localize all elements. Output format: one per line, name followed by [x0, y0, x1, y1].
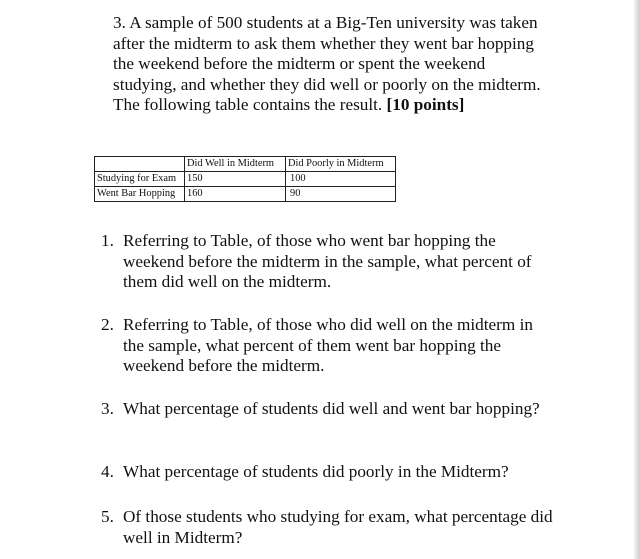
table-header-did-well: Did Well in Midterm — [185, 157, 286, 172]
table-header-did-poorly: Did Poorly in Midterm — [286, 157, 396, 172]
question-item — [101, 399, 561, 420]
intro-text: 3. A sample of 500 students at a Big-Ten university was taken after the midterm to ask them whether they went bar hopping the weekend before the midterm or spent the weekend studying, and whether they did well or poorly on the midterm. The following table contains the result. — [113, 13, 541, 114]
question-item — [101, 507, 561, 548]
question-item — [101, 315, 561, 377]
points-label: [10 points] — [386, 95, 465, 114]
question-text: Of those students who studying for exam, what percentage did well in Midterm? — [123, 507, 553, 547]
question-number: 5. — [101, 507, 114, 526]
row-label: Studying for Exam — [95, 172, 185, 187]
row-label: Went Bar Hopping — [95, 187, 185, 202]
table-header-empty — [95, 157, 185, 172]
cell-did-poorly: 100 — [286, 172, 396, 187]
table-row — [95, 187, 396, 202]
cell-did-well: 150 — [185, 172, 286, 187]
results-table — [94, 156, 396, 202]
cell-did-well: 160 — [185, 187, 286, 202]
cell-did-poorly: 90 — [286, 187, 396, 202]
question-item — [101, 231, 561, 293]
page-edge — [634, 0, 640, 559]
question-number: 1. — [101, 231, 114, 250]
question-text: What percentage of students did well and went bar hopping? — [123, 399, 540, 418]
table-row — [95, 172, 396, 187]
question-number: 2. — [101, 315, 114, 334]
question-number: 3. — [101, 399, 114, 418]
question-text: What percentage of students did poorly in the Midterm? — [123, 462, 509, 481]
question-number: 4. — [101, 462, 114, 481]
question-text: Referring to Table, of those who went bar hopping the weekend before the midterm in the sample, what percent of them did well on the midterm. — [123, 231, 532, 291]
question-item — [101, 462, 561, 483]
table-header-row — [95, 157, 396, 172]
question-text: Referring to Table, of those who did well on the midterm in the sample, what percent of them went bar hopping the weekend before the midterm. — [123, 315, 533, 375]
problem-intro — [113, 13, 543, 116]
